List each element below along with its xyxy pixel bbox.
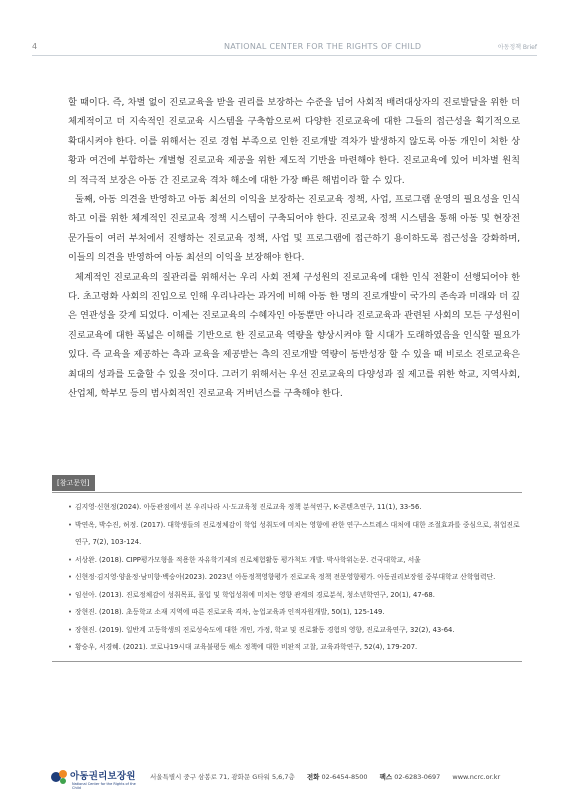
header-divider — [32, 55, 537, 56]
footer-address: 서울특별시 중구 삼봉로 71, 광화문 G타워 5,6,7층 — [150, 773, 295, 781]
references-label: [참고문헌] — [52, 475, 95, 491]
reference-item: • 임선아. (2013). 진로정체감이 성취목표, 몰입 및 학업성취에 미치는 영향 관계의 경로분석, 청소년학연구, 20(1), 47-68. — [52, 587, 522, 605]
reference-item: • 신현정·김지영·양윤정·남미향·백승아(2023). 2023년 아동정책영향평가 진로교육 정책 전문영향평가. 아동권리보장원 중부대학교 산학협력단. — [52, 569, 522, 587]
organization-logo — [50, 766, 140, 790]
paragraph: 할 때이다. 즉, 차별 없이 진로교육을 받을 권리를 보장하는 수준을 넘어 사회적 배려대상자의 진로발달을 위한 더 체계적이고 더 지속적인 진로교육 시스템을 구축함으로써 다양한 진로교육에 대한 그들의 접근성을 획기적으로 확대시켜야 한다. 이를 위해서는 진로 경험 부족으로 인한 진로개발 격차가 발생하지 않도록 아동 개인이 처한 상황과 여건에 부합하는 개별형 진로교육 제공을 위한 제도적 기반을 마련해야 한다. 진로교육에 있어 비차별 원칙의 적극적 보장은 아동 간 진로교육 격차 해소에 대한 가장 빠른 해법이라 할 수 있다. — [68, 97, 520, 186]
page-footer — [0, 760, 565, 800]
reference-item: • 서상완. (2018). CIPP평가모형을 적용한 자유학기제의 진로체험활동 평가척도 개발. 박사학위논문. 건국대학교, 서울 — [52, 552, 522, 570]
logo-text: 아동권리보장원 — [70, 771, 136, 782]
header-title: NATIONAL CENTER FOR THE RIGHTS OF CHILD — [224, 42, 422, 51]
reference-item: • 장현진. (2019). 일반계 고등학생의 진로성숙도에 대한 개인, 가정, 학교 및 진로활동 경험의 영향, 진로교육연구, 32(2), 43-64. — [52, 622, 522, 640]
reference-item: • 장현진. (2018). 초등학교 소재 지역에 따른 진로교육 격차, 농업교육과 인적자원개발, 50(1), 125-149. — [52, 604, 522, 622]
references-section — [52, 470, 522, 662]
page-number: 4 — [32, 42, 38, 51]
references-bottom-divider — [52, 661, 522, 662]
references-divider — [52, 492, 522, 493]
paragraph: 체계적인 진로교육의 질관리를 위해서는 우리 사회 전체 구성원의 진로교육에 대한 인식 전환이 선행되어야 한다. 초고령화 사회의 진입으로 인해 우리나라는 과거에 비해 아동 한 명의 진로개발이 국가의 존속과 미래와 더 깊은 연관성을 갖게 되었다. 이제는 진로교육의 수혜자인 아동뿐만 아니라 진로교육과 관련된 사회의 모든 구성원이 진로교육에 대한 폭넓은 이해를 기반으로 한 진로교육 역량을 향상시켜야 할 시대가 도래하였음을 인식할 필요가 있다. 즉 교육을 제공하는 측과 교육을 제공받는 측의 진로개발 역량이 동반성장 할 수 있을 때 비로소 진로교육은 최대의 성과를 도출할 수 있을 것이다. 그러기 위해서는 우선 진로교육의 다양성과 질 제고를 위한 학교, 지역사회, 산업체, 학부모 등의 범사회적인 진로교육 거버넌스를 구축해야 한다. — [68, 271, 520, 400]
paragraph: 둘째, 아동 의견을 반영하고 아동 최선의 이익을 보장하는 진로교육 정책, 사업, 프로그램 운영의 필요성을 인식하고 이를 위한 체계적인 진로교육 정책 시스템이 구축되어야 한다. 진로교육 정책 시스템을 통해 아동 및 현장전문가들이 여러 부처에서 진행하는 진로교육 정책, 사업 및 프로그램에 접근하기 용이하도록 접근성을 강화하며, 이들의 의견을 반영하여 아동 최선의 이익을 보장해야 한다. — [68, 194, 520, 264]
reference-list — [52, 499, 522, 657]
phone-label: 전화 — [306, 773, 320, 781]
logo-subtitle: National Center for the Rights of the Child — [72, 782, 136, 790]
header-brief: 아동정책 Brief — [497, 44, 537, 51]
footer-contact — [150, 772, 510, 781]
logo-mark-icon — [50, 768, 72, 786]
footer-phone: 02-6454-8500 — [321, 773, 368, 781]
footer-fax: 02-6283-0697 — [394, 773, 441, 781]
footer-website[interactable]: www.ncrc.or.kr — [452, 773, 501, 781]
reference-item: • 김지영·신현정(2024). 아동관점에서 본 우리나라 시·도교육청 진로교육 정책 분석연구, K-콘텐츠연구, 11(1), 33-56. — [52, 499, 522, 517]
fax-label: 팩스 — [379, 773, 393, 781]
reference-item: • 박연옥, 박수진, 허정. (2017). 대학생들의 진로정체감이 학업 성취도에 미치는 영향에 관한 연구-스트레스 대처에 대한 조절효과를 중심으로, 취업진로연구, 7(2), 103-124. — [52, 517, 522, 552]
body-text — [68, 93, 520, 404]
page-header — [32, 38, 537, 54]
reference-item: • 황승우, 서경혜. (2021). 코로나19시대 교육불평등 해소 정책에 대한 비판적 고찰, 교육과학연구, 52(4), 179-207. — [52, 639, 522, 657]
